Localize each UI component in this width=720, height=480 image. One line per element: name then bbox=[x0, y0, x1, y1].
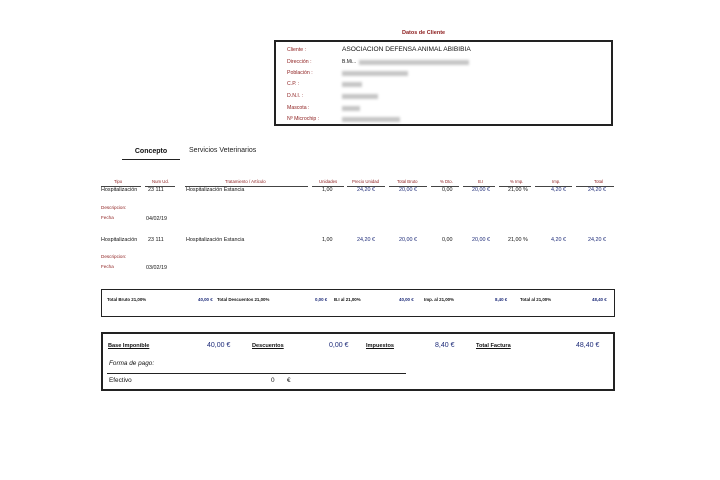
redacted-city bbox=[342, 71, 408, 76]
row-date-label: Fecha bbox=[101, 264, 114, 269]
base-imponible-label: Base Imponible bbox=[108, 343, 150, 349]
row-total: 24,20 € bbox=[588, 187, 606, 193]
descuentos-label: Descuentos bbox=[252, 343, 284, 349]
redacted-dni bbox=[342, 94, 378, 99]
base-imponible-rate-label: B.I al 21,00% bbox=[334, 297, 361, 302]
row-unidades: 1,00 bbox=[322, 187, 333, 193]
row-pimp: 21,00 % bbox=[508, 187, 528, 193]
total-descuentos-value: 0,00 € bbox=[315, 297, 328, 302]
client-section-title: Datos de Cliente bbox=[402, 30, 446, 36]
redacted-address bbox=[359, 60, 469, 65]
col-header-tipo: Tipo bbox=[114, 179, 123, 184]
total-factura-label: Total Factura bbox=[476, 343, 511, 349]
total-bruto-label: Total Bruto 21,00% bbox=[107, 297, 147, 302]
col-header-unidades: Unidades bbox=[319, 179, 338, 184]
col-header-bruto: Total Bruto bbox=[397, 179, 418, 184]
client-name-label: Cliente : bbox=[287, 47, 307, 53]
client-row-postcode bbox=[287, 80, 362, 88]
client-address-value: B.Mi... bbox=[342, 59, 357, 65]
payment-currency: € bbox=[287, 377, 291, 384]
total-rate-value: 48,40 € bbox=[592, 297, 607, 302]
row-dto: 0,00 bbox=[442, 237, 453, 243]
row-tipo: Hospitalización bbox=[101, 187, 138, 193]
row-date: 04/02/19 bbox=[146, 216, 167, 222]
client-name-value: ASOCIACION DEFENSA ANIMAL ABIBIBIA bbox=[342, 46, 471, 53]
impuestos-value: 8,40 € bbox=[435, 342, 455, 349]
invoice-summary-box bbox=[101, 332, 615, 391]
impuesto-rate-label: Imp. al 21,00% bbox=[424, 297, 455, 302]
tax-totals-box bbox=[101, 289, 615, 317]
row-total: 24,20 € bbox=[588, 237, 606, 243]
row-num: 23 111 bbox=[148, 187, 164, 193]
client-city-label: Población : bbox=[287, 70, 313, 76]
impuestos-label: Impuestos bbox=[366, 343, 394, 349]
client-row-address bbox=[287, 58, 469, 66]
col-header-pimp: % Imp. bbox=[510, 179, 524, 184]
total-bruto-value: 40,00 € bbox=[198, 297, 213, 302]
col-header-precio: Precio Unidad bbox=[352, 179, 379, 184]
base-imponible-rate-value: 40,00 € bbox=[399, 297, 414, 302]
redacted-pet bbox=[342, 106, 360, 111]
row-imp: 4,20 € bbox=[551, 237, 566, 243]
row-date-label: Fecha bbox=[101, 215, 114, 220]
client-row-city bbox=[287, 69, 408, 77]
client-row-pet bbox=[287, 104, 360, 112]
row-precio: 24,20 € bbox=[357, 187, 375, 193]
row-bi: 20,00 € bbox=[472, 237, 490, 243]
row-date: 03/02/19 bbox=[146, 265, 167, 271]
row-num: 23 111 bbox=[148, 237, 164, 243]
client-address-label: Dirección : bbox=[287, 59, 312, 65]
client-microchip-label: Nº Microchip : bbox=[287, 116, 320, 122]
client-row-microchip bbox=[287, 115, 400, 123]
row-description-label: Descripcion: bbox=[101, 254, 127, 259]
client-postcode-label: C.P. : bbox=[287, 81, 300, 87]
redacted-microchip bbox=[342, 117, 400, 122]
client-row-name bbox=[287, 46, 471, 54]
col-header-num: Num Ud. bbox=[152, 179, 169, 184]
descuentos-value: 0,00 € bbox=[329, 342, 349, 349]
client-row-dni bbox=[287, 92, 378, 100]
col-header-tratamiento: Tratamiento / Artículo bbox=[225, 179, 266, 184]
row-imp: 4,20 € bbox=[551, 187, 566, 193]
row-pimp: 21,00 % bbox=[508, 237, 528, 243]
base-imponible-value: 40,00 € bbox=[207, 342, 231, 349]
tab-servicios-veterinarios[interactable]: Servicios Veterinarios bbox=[189, 147, 257, 154]
col-header-imp: Imp. bbox=[552, 179, 561, 184]
row-tipo: Hospitalización bbox=[101, 237, 138, 243]
col-header-dto: % Dto. bbox=[440, 179, 453, 184]
payment-amount: 0 bbox=[271, 377, 275, 384]
row-precio: 24,20 € bbox=[357, 237, 375, 243]
client-pet-label: Mascota : bbox=[287, 105, 310, 111]
row-tratamiento: Hospitalización Estancia bbox=[186, 237, 245, 243]
col-header-total: Total bbox=[594, 179, 604, 184]
divider bbox=[107, 373, 406, 374]
row-bruto: 20,00 € bbox=[399, 237, 417, 243]
row-unidades: 1,00 bbox=[322, 237, 333, 243]
tab-concepto[interactable]: Concepto bbox=[122, 148, 180, 160]
total-factura-value: 48,40 € bbox=[576, 342, 600, 349]
total-rate-label: Total al 21,00% bbox=[520, 297, 552, 302]
row-dto: 0,00 bbox=[442, 187, 453, 193]
client-data-box bbox=[274, 40, 613, 126]
row-description-label: Descripcion: bbox=[101, 205, 127, 210]
row-tratamiento: Hospitalización Estancia bbox=[186, 187, 245, 193]
payment-method: Efectivo bbox=[109, 377, 132, 384]
forma-de-pago-label: Forma de pago: bbox=[109, 360, 155, 367]
row-bi: 20,00 € bbox=[472, 187, 490, 193]
total-descuentos-label: Total Descuentos 21,00% bbox=[217, 297, 270, 302]
row-bruto: 20,00 € bbox=[399, 187, 417, 193]
client-dni-label: D.N.I. : bbox=[287, 93, 304, 99]
redacted-postcode bbox=[342, 82, 362, 87]
col-header-bi: B.I bbox=[478, 179, 484, 184]
impuesto-rate-value: 8,40 € bbox=[495, 297, 508, 302]
